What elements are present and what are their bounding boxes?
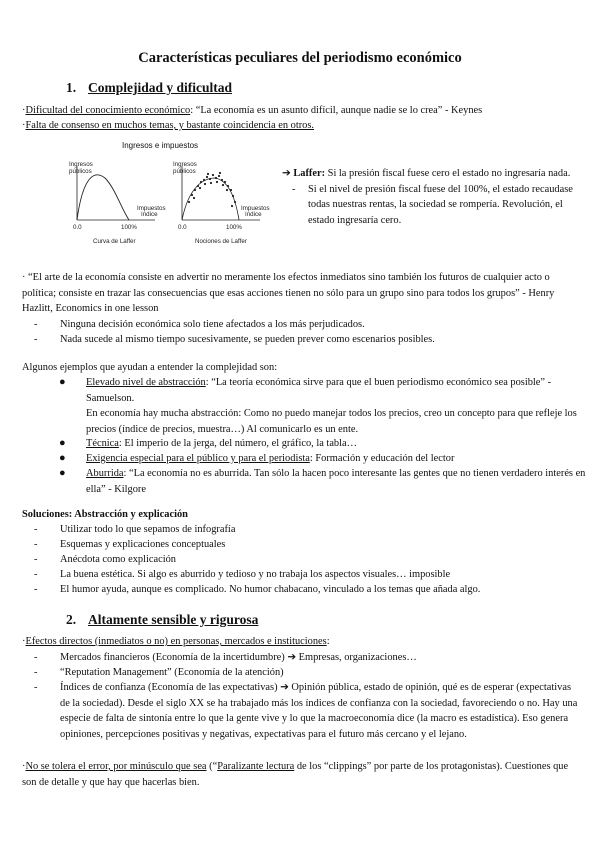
laffer-explanation [282,166,582,228]
right-caption: Nociones de Laffer [195,238,247,245]
solution-item: - El humor ayuda, aunque es complicado. No humor chabacano, vinculado a los temas que añada algo. [60,582,580,598]
laffer-line-2: - Si el nivel de presión fiscal fuese del 100%, el estado recaudase todas nuestras rentas, la sociedad se rompería. Revolución, el estado ingresaría cero. [292,183,573,226]
example-technique: ● Técnica: El imperio de la jerga, del número, el gráfico, la tabla… [86,436,586,452]
laffer-curve [77,175,129,220]
difficulty-line: ·Dificultad del conocimiento económico: “La economía es un asunto difícil, aunque nadie se lo crea” - Keynes [22,105,483,116]
section-2-number: 2. [66,612,77,627]
example-abstraction-extra: En economía hay mucha abstracción: Como no puedo manejar todos los precios, creo un concepto para que refleje los precios (índice de precios, muestra…) Al comunicarlo es un ente. [86,408,577,435]
example-abstraction: ● Elevado nivel de abstracción: “La teoría económica sirve para que el buen periodismo económico sea posible” - Samuelson. En economía hay mucha abstracción: Como no puedo manejar todos los precios, creo un concepto para que refleje los precios (índice de precios, muestra…) Al comunicarlo es un ente. [86,375,586,437]
right-x0-label: 0.0 [178,224,187,231]
ingresos-label-2: públicos [69,168,92,175]
laffer-curve-left [69,161,166,245]
laffer-line-1: ➔ Laffer: Si la presión fiscal fuese cero el estado no ingresaría nada. [282,168,571,179]
effect-item: - Índices de confianza (Economía de las expectativas) ➔ Opinión pública, estado de opinión, qué es de esperar (expectativas de la sociedad). Desde el siglo XX se ha trabajado más los índices de confianza con la sociedad, favoreciendo o no. Hay una especie de falta de sintonía entre lo que la gente vive y lo que la macroeconomía dice (la macro es estadística). Eso genera opiniones, percepciones positivas y negativas, expectativas para el futuro más cercano y el lejano. [60,680,580,742]
laffer-notion-curve [182,178,239,220]
bullet-icon: ● [59,467,66,479]
figure-title: Ingresos e impuestos [122,141,199,150]
bullet-icon: ● [59,376,66,388]
arrow-right-icon: ➔ [282,168,291,179]
solution-item: - La buena estética. Si algo es aburrido y tedioso y no trabaja los aspectos visuales… imposible [60,567,580,583]
solutions-title: Soluciones: Abstracción y explicación [22,509,188,520]
impuestos-label-1-right: Impuestos [241,205,270,212]
effect-item: - “Reputation Management” (Economía de la atención) [60,665,580,681]
solution-item: - Esquemas y explicaciones conceptuales [60,537,580,553]
dash-item-1: - Ninguna decisión económica solo tiene afectados a los más perjudicados. [60,317,580,333]
ingresos-label-1: Ingresos [69,161,93,168]
dash-item-2: - Nada sucede al mismo tiempo sucesivamente, se pueden prever como escenarios posibles. [60,332,580,348]
hazlitt-quote: · “El arte de la economía consiste en advertir no meramente los efectos inmediatos sino también los futuros de cualquier acto o política; consiste en trazar las consecuencias que esas acciones tienen no sólo para un grupo sino para todos los grupos” - Henry Hazlitt, Economics in one lesson [22,272,555,314]
section-1-title: Complejidad y dificultad [88,80,233,95]
laffer-curve-figure [55,150,275,250]
left-caption: Curva de Laffer [93,238,136,245]
effects-line: ·Efectos directos (inmediatos o no) en personas, mercados e instituciones: [22,636,330,647]
right-x100-label: 100% [226,224,242,231]
left-x100-label: 100% [121,224,137,231]
left-x0-label: 0.0 [73,224,82,231]
ingresos-label-2-right: públicos [173,168,196,175]
bullet-icon: ● [59,437,66,449]
bullet-icon: ● [59,452,66,464]
scatter-points [188,172,236,207]
document-title: Características peculiares del periodismo económico [138,50,462,66]
impuestos-label-1: Impuestos [137,205,166,212]
impuestos-label-2: índice [141,211,158,218]
example-demand: ● Exigencia especial para el público y para el periodista: Formación y educación del lector [86,451,586,467]
impuestos-label-2-right: índice [245,211,262,218]
examples-intro: Algunos ejemplos que ayudan a entender la complejidad son: [22,362,278,373]
section-1-number: 1. [66,80,77,95]
solution-item: - Anécdota como explicación [60,552,580,568]
section-1-heading [66,80,232,96]
solution-item: - Utilizar todo lo que sepamos de infografía [60,522,580,538]
section-2-title: Altamente sensible y rigurosa [88,612,259,627]
section-2-heading [66,612,258,628]
effect-item: - Mercados financieros (Economía de la incertidumbre) ➔ Empresas, organizaciones… [60,650,580,666]
ingresos-label-1-right: Ingresos [173,161,197,168]
error-tolerance-line: ·No se tolera el error, por minúsculo que sea (“Paralizante lectura de los “clippings” por parte de los protagonistas). Cuestiones que son de detalle y que hay que hacerlas bien. [22,761,569,788]
laffer-curve-right [173,161,270,245]
consensus-line: ·Falta de consenso en muchos temas, y bastante coincidencia en otros. [22,120,315,131]
example-boring: ● Aburrida: “La economía no es aburrida. Tan sólo la hacen poco interesante las gentes que no tienen verdadero interés en ella” - Kilgore [59,467,586,495]
